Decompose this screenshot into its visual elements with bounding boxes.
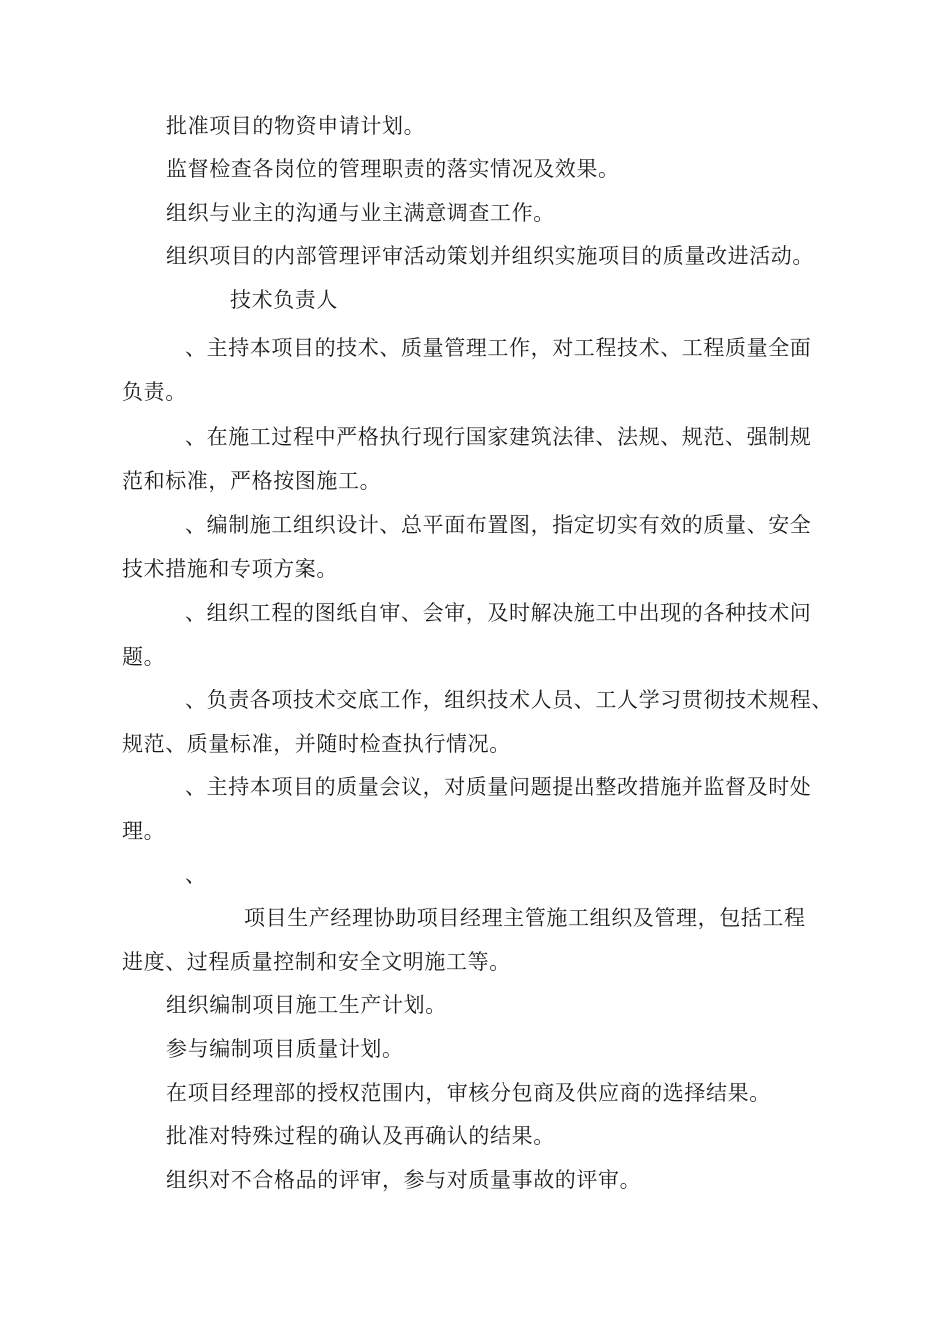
paragraph-line: 监督检查各岗位的管理职责的落实情况及效果。 [166,157,620,181]
paragraph-line: 批准项目的物资申请计划。 [166,114,426,138]
paragraph-line: 理。 [122,819,166,843]
paragraph-line: 组织项目的内部管理评审活动策划并组织实施项目的质量改进活动。 [166,244,814,268]
paragraph-line: 在项目经理部的授权范围内，审核分包商及供应商的选择结果。 [166,1081,771,1105]
paragraph-line: 组织编制项目施工生产计划。 [166,993,447,1017]
paragraph-line: 、 [185,863,207,887]
paragraph-line: 项目生产经理协助项目经理主管施工组织及管理，包括工程 [244,906,806,930]
paragraph-line: 进度、过程质量控制和安全文明施工等。 [122,950,511,974]
paragraph-line: 负责。 [122,380,187,404]
paragraph-line: 参与编制项目质量计划。 [166,1037,404,1061]
paragraph-line: 、在施工过程中严格执行现行国家建筑法律、法规、规范、强制规 [185,425,812,449]
paragraph-line: 组织与业主的沟通与业主满意调查工作。 [166,201,555,225]
paragraph-line: 、负责各项技术交底工作，组织技术人员、工人学习贯彻技术规程、 [185,688,833,712]
paragraph-line: 组织对不合格品的评审，参与对质量事故的评审。 [166,1168,642,1192]
paragraph-line: 、编制施工组织设计、总平面布置图，指定切实有效的质量、安全 [185,513,812,537]
paragraph-line: 批准对特殊过程的确认及再确认的结果。 [166,1124,555,1148]
section-heading: 技术负责人 [230,288,338,312]
paragraph-line: 、组织工程的图纸自审、会审，及时解决施工中出现的各种技术问 [185,601,812,625]
paragraph-line: 范和标准，严格按图施工。 [122,469,382,493]
paragraph-line: 、主持本项目的质量会议，对质量问题提出整改措施并监督及时处 [185,775,812,799]
paragraph-line: 技术措施和专项方案。 [122,557,338,581]
paragraph-line: 题。 [122,645,166,669]
paragraph-line: 规范、质量标准，并随时检查执行情况。 [122,732,511,756]
paragraph-line: 、主持本项目的技术、质量管理工作，对工程技术、工程质量全面 [185,336,812,360]
